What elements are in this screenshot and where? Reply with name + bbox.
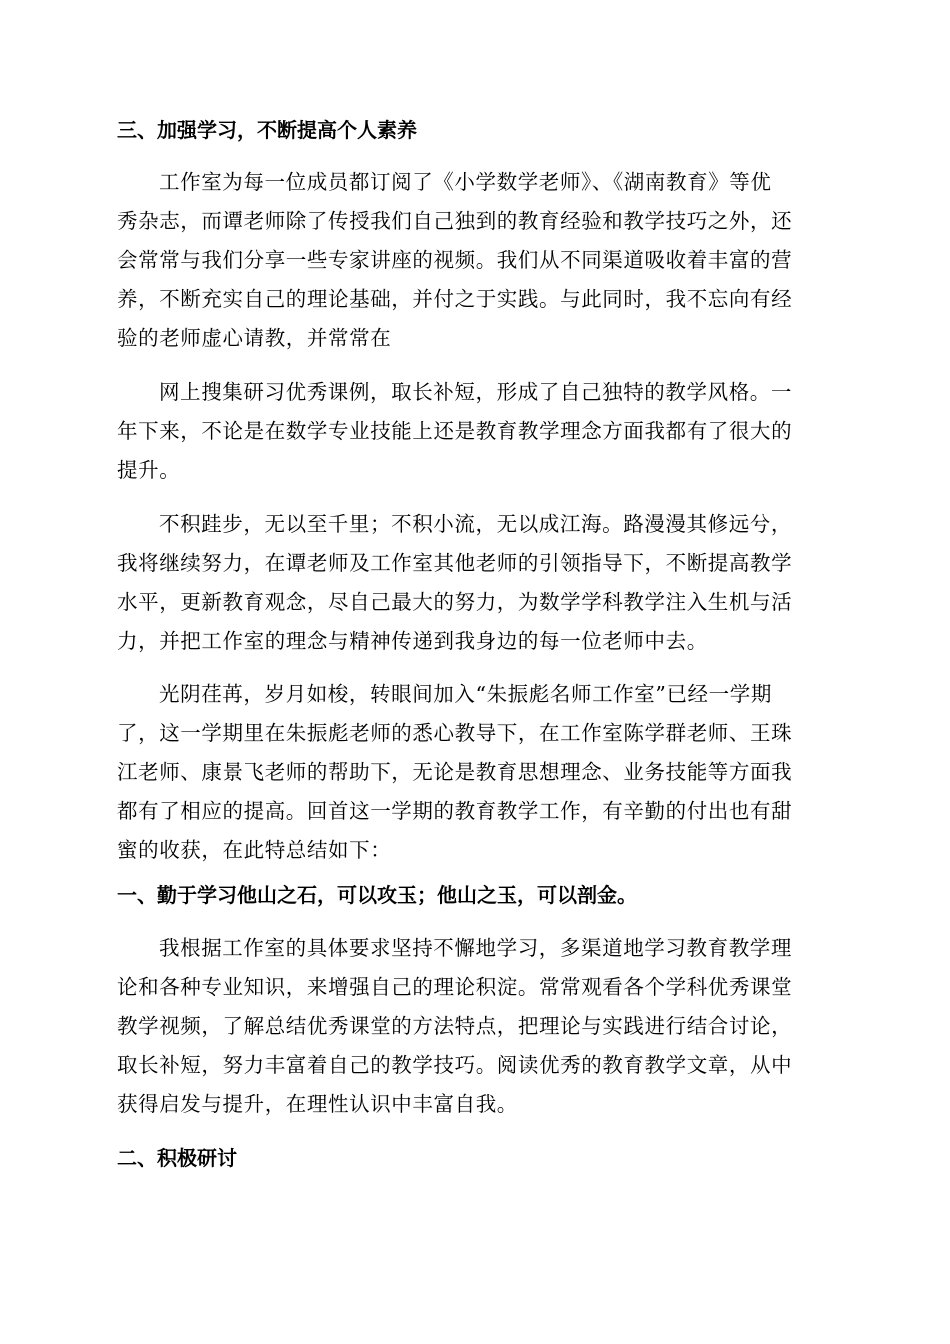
paragraph-line: 教学视频，了解总结优秀课堂的方法特点，把理论与实践进行结合讨论， <box>117 1014 793 1038</box>
paragraph-line: 验的老师虚心请教，并常常在 <box>117 326 392 350</box>
paragraph-line: 养，不断充实自己的理论基础，并付之于实践。与此同时，我不忘向有经 <box>117 287 793 311</box>
paragraph-line: 获得启发与提升，在理性认识中丰富自我。 <box>117 1092 518 1116</box>
paragraph-line: 我将继续努力，在谭老师及工作室其他老师的引领指导下，不断提高教学 <box>117 551 793 575</box>
paragraph-line: 年下来，不论是在数学专业技能上还是教育教学理念方面我都有了很大的 <box>117 419 793 443</box>
paragraph-line: 提升。 <box>117 458 181 482</box>
paragraph-line: 工作室为每一位成员都订阅了《小学数学老师》、《湖南教育》等优 <box>159 170 772 194</box>
paragraph-line: 会常常与我们分享一些专家讲座的视频。我们从不同渠道吸收着丰富的营 <box>117 248 793 272</box>
paragraph-line: 了，这一学期里在朱振彪老师的悉心教导下，在工作室陈学群老师、王珠 <box>117 721 793 745</box>
paragraph-line: 取长补短，努力丰富着自己的教学技巧。阅读优秀的教育教学文章，从中 <box>117 1053 793 1077</box>
paragraph-line: 江老师、康景飞老师的帮助下，无论是教育思想理念、业务技能等方面我 <box>117 760 793 784</box>
section-heading-1: 一、勤于学习他山之石，可以攻玉；他山之玉，可以剖金。 <box>117 883 637 907</box>
paragraph-line: 蜜的收获，在此特总结如下： <box>117 838 392 862</box>
paragraph-line: 我根据工作室的具体要求坚持不懈地学习，多渠道地学习教育教学理 <box>159 936 792 960</box>
paragraph-line: 水平，更新教育观念，尽自己最大的努力，为数学学科教学注入生机与活 <box>117 590 793 614</box>
paragraph-line: 不积跬步，无以至千里；不积小流，无以成江海。路漫漫其修远兮， <box>159 512 792 536</box>
section-heading-3: 三、加强学习，不断提高个人素养 <box>117 118 417 142</box>
paragraph-continue-effort <box>117 505 841 661</box>
paragraph-summary-intro <box>117 675 841 870</box>
paragraph-learning <box>117 929 841 1124</box>
paragraph-line: 都有了相应的提高。回首这一学期的教育教学工作，有辛勤的付出也有甜 <box>117 799 793 823</box>
paragraph-line: 秀杂志，而谭老师除了传授我们自己独到的教育经验和教学技巧之外，还 <box>117 209 793 233</box>
paragraph-line: 力，并把工作室的理念与精神传递到我身边的每一位老师中去。 <box>117 629 708 653</box>
paragraph-line: 光阴荏苒，岁月如梭，转眼间加入“朱振彪名师工作室”已经一学期 <box>159 682 772 706</box>
section-heading-2: 二、积极研讨 <box>117 1146 237 1170</box>
paragraph-online-study <box>117 373 841 490</box>
paragraph-line: 论和各种专业知识，来增强自己的理论积淀。常常观看各个学科优秀课堂 <box>117 975 793 999</box>
paragraph-subscriptions <box>117 163 841 358</box>
paragraph-line: 网上搜集研习优秀课例，取长补短，形成了自己独特的教学风格。一 <box>159 380 792 404</box>
